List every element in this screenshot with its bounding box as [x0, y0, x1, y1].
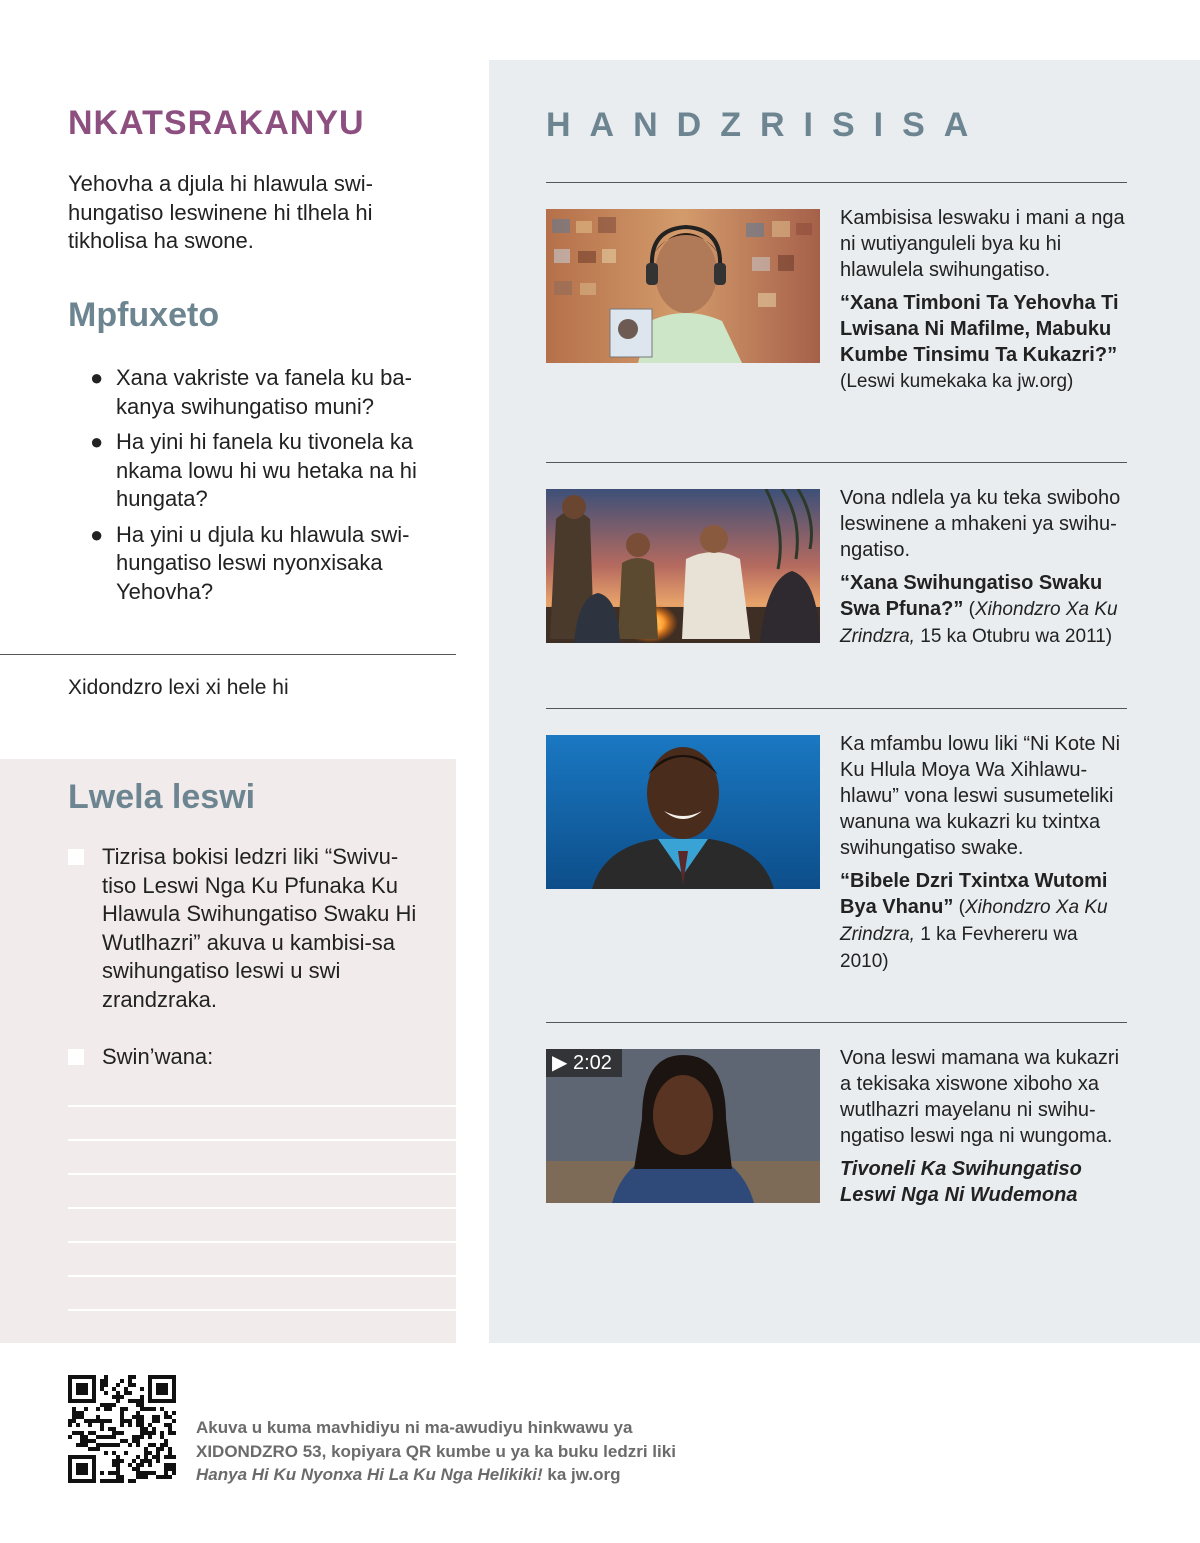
footer-publication[interactable]: Hanya Hi Ku Nyonxa Hi La Ku Nga Helikiki!: [196, 1465, 543, 1484]
explore-item-description: Kambisisa leswaku i mani a nga ni wutiyanguleli bya ku hi hlawulela swihungatiso.: [840, 207, 1125, 281]
review-item-text: Ha yini hi fanela ku tivonela ka nkama lowu hi wu hetaka na hi hungata?: [116, 429, 417, 511]
woman-video-still-image[interactable]: [546, 1049, 820, 1203]
explore-item: [840, 205, 1130, 395]
smiling-man-portrait-image[interactable]: [546, 735, 820, 889]
source-date: 1 ka Fevhereru wa 2010): [840, 924, 1078, 972]
explore-item-description: Vona leswi mamana wa kukazri a tekisaka xiswone xiboho xa wutlhazri mayelanu ni swihu-ngatiso leswi nga ni wungoma.: [840, 1047, 1120, 1147]
explore-item-title[interactable]: Tivoneli Ka Swihungatiso Leswi Nga Ni Wudemona: [840, 1158, 1082, 1206]
source-paren: (: [963, 599, 975, 620]
explore-item: [840, 731, 1130, 975]
explore-divider: [546, 708, 1127, 709]
explore-item-description: Ka mfambu lowu liki “Ni Kote Ni Ku Hlula Moya Wa Xihlawu-hlawu” vona leswi susumeteliki wanuna wa kukazri ku txintxa swihungatiso swake.: [840, 733, 1121, 859]
footer-text-main: Akuva u kuma mavhidiyu ni ma-awudiyu hinkwawu ya XIDONDZRO 53, kopiyara QR kumbe u ya ka buku ledzri liki: [196, 1418, 676, 1461]
try-this-item: [68, 1043, 428, 1072]
left-divider: [0, 654, 456, 655]
summary-heading: NKATSRAKANYU: [68, 104, 365, 142]
bullet-icon: ●: [90, 365, 104, 390]
checkbox[interactable]: [68, 1049, 84, 1065]
review-item-text: Xana vakriste va fanela ku ba-kanya swihungatiso muni?: [116, 365, 412, 419]
explore-item-source: (Leswi kumekaka ka jw.org): [840, 371, 1074, 392]
writing-line[interactable]: [68, 1139, 456, 1141]
writing-line[interactable]: [68, 1207, 456, 1209]
summary-text: Yehovha a djula hi hlawula swi-hungatiso leswinene hi tlhela hi tikholisa ha swone.: [68, 171, 373, 253]
explore-item-description: Vona ndlela ya ku teka swiboho leswinene a mhakeni ya swihu-ngatiso.: [840, 487, 1121, 561]
explore-heading: HANDZRISISA: [546, 106, 988, 144]
explore-item: [840, 485, 1130, 650]
source-publication: Xihondzro Xa Ku Zrindzra,: [840, 599, 1118, 647]
explore-item-title[interactable]: “Bibele Dzri Txintxa Wutomi Bya Vhanu”: [840, 870, 1108, 918]
explore-divider: [546, 182, 1127, 183]
lesson-date-label: Xidondzro lexi xi hele hi: [68, 676, 289, 699]
explore-divider: [546, 1022, 1127, 1023]
try-this-item: [68, 843, 428, 1014]
source-publication: Xihondzro Xa Ku Zrindzra,: [840, 897, 1108, 945]
bullet-icon: ●: [90, 429, 104, 454]
video-duration: 2:02: [572, 1052, 612, 1074]
writing-line[interactable]: [68, 1309, 456, 1311]
explore-item-title-block: [840, 570, 1130, 650]
writing-line[interactable]: [68, 1173, 456, 1175]
teen-with-headphones-image[interactable]: [546, 209, 820, 363]
play-icon[interactable]: ▶: [552, 1052, 568, 1074]
explore-item: [840, 1045, 1130, 1208]
explore-item-title[interactable]: “Xana Swihungatiso Swaku Swa Pfuna?”: [840, 572, 1103, 620]
writing-line[interactable]: [68, 1275, 456, 1277]
try-this-heading: Lwela leswi: [68, 778, 256, 816]
qr-code-icon[interactable]: [68, 1375, 176, 1483]
review-item: [90, 521, 440, 607]
footer-text: [196, 1416, 676, 1487]
source-date: 15 ka Otubru wa 2011): [914, 626, 1113, 647]
review-list: [90, 364, 440, 613]
explore-item-title[interactable]: “Xana Timboni Ta Yehovha Ti Lwisana Ni Mafilme, Mabuku Kumbe Tinsimu Ta Kukazri?”: [840, 292, 1119, 366]
bullet-icon: ●: [90, 521, 104, 547]
review-item: [90, 428, 440, 514]
video-duration-badge[interactable]: [546, 1049, 622, 1077]
footer-text-end: ka jw.org: [542, 1465, 621, 1484]
review-item: [90, 364, 440, 421]
try-this-item-text: Tizrisa bokisi ledzri liki “Swivu-tiso Leswi Nga Ku Pfunaka Ku Hlawula Swihungatiso Swaku Hi Wutlhazri” akuva u kambisi-sa swihungatiso leswi u swi zrandzraka.: [102, 844, 417, 1012]
writing-line[interactable]: [68, 1241, 456, 1243]
try-this-item-text: Swin’wana:: [102, 1044, 214, 1069]
jesus-with-disciples-campfire-image[interactable]: [546, 489, 820, 643]
writing-line[interactable]: [68, 1105, 456, 1107]
explore-item-title-block: [840, 868, 1130, 975]
review-item-text: Ha yini u djula ku hlawula swi-hungatiso leswi nyonxisaka Yehovha?: [116, 521, 410, 604]
source-paren: (: [953, 897, 965, 918]
review-heading: Mpfuxeto: [68, 296, 220, 334]
explore-divider: [546, 462, 1127, 463]
checkbox[interactable]: [68, 849, 84, 865]
